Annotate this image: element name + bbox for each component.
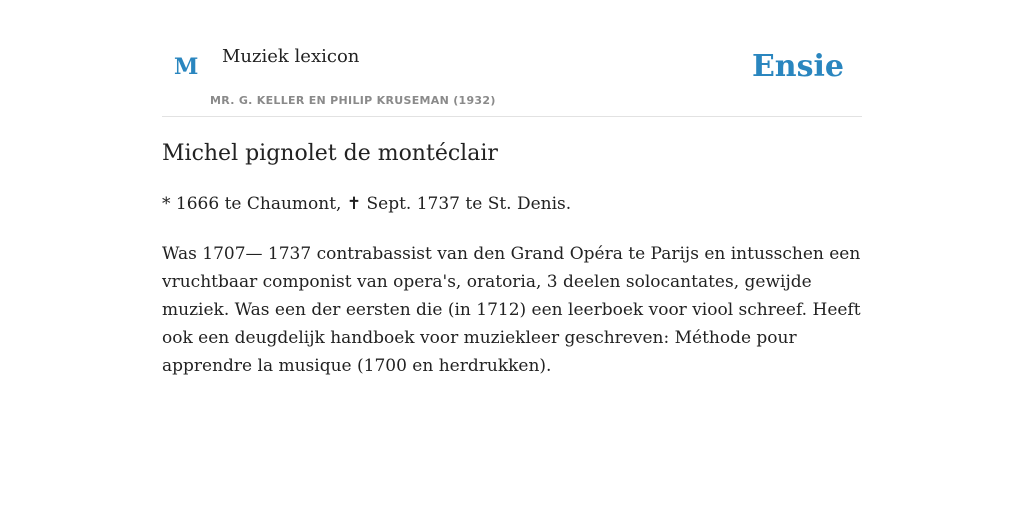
ensie-brand-logo[interactable]: Ensie [751, 49, 844, 84]
book-logo-letter[interactable]: M [174, 54, 199, 80]
book-header [162, 0, 862, 117]
book-authors: MR. G. KELLER EN PHILIP KRUSEMAN (1932) [210, 94, 496, 107]
article-lifespan: * 1666 te Chaumont, ✝ Sept. 1737 te St. Denis. [162, 194, 572, 214]
article-title: Michel pignolet de montéclair [162, 141, 498, 166]
page-container [162, 0, 862, 376]
article-body: Was 1707— 1737 contrabassist van den Grand Opéra te Parijs en intusschen een vruchtbaar componist van opera's, oratoria, 3 deelen solocantates, gewijde muziek. Was een der eersten die (in 1712) een leerboek voor viool schreef. Heeft ook een deugdelijk handboek voor muziekleer geschreven: Méthode pour apprendre la musique (1700 en herdrukken). [162, 244, 861, 376]
book-title-link[interactable]: Muziek lexicon [222, 46, 360, 67]
